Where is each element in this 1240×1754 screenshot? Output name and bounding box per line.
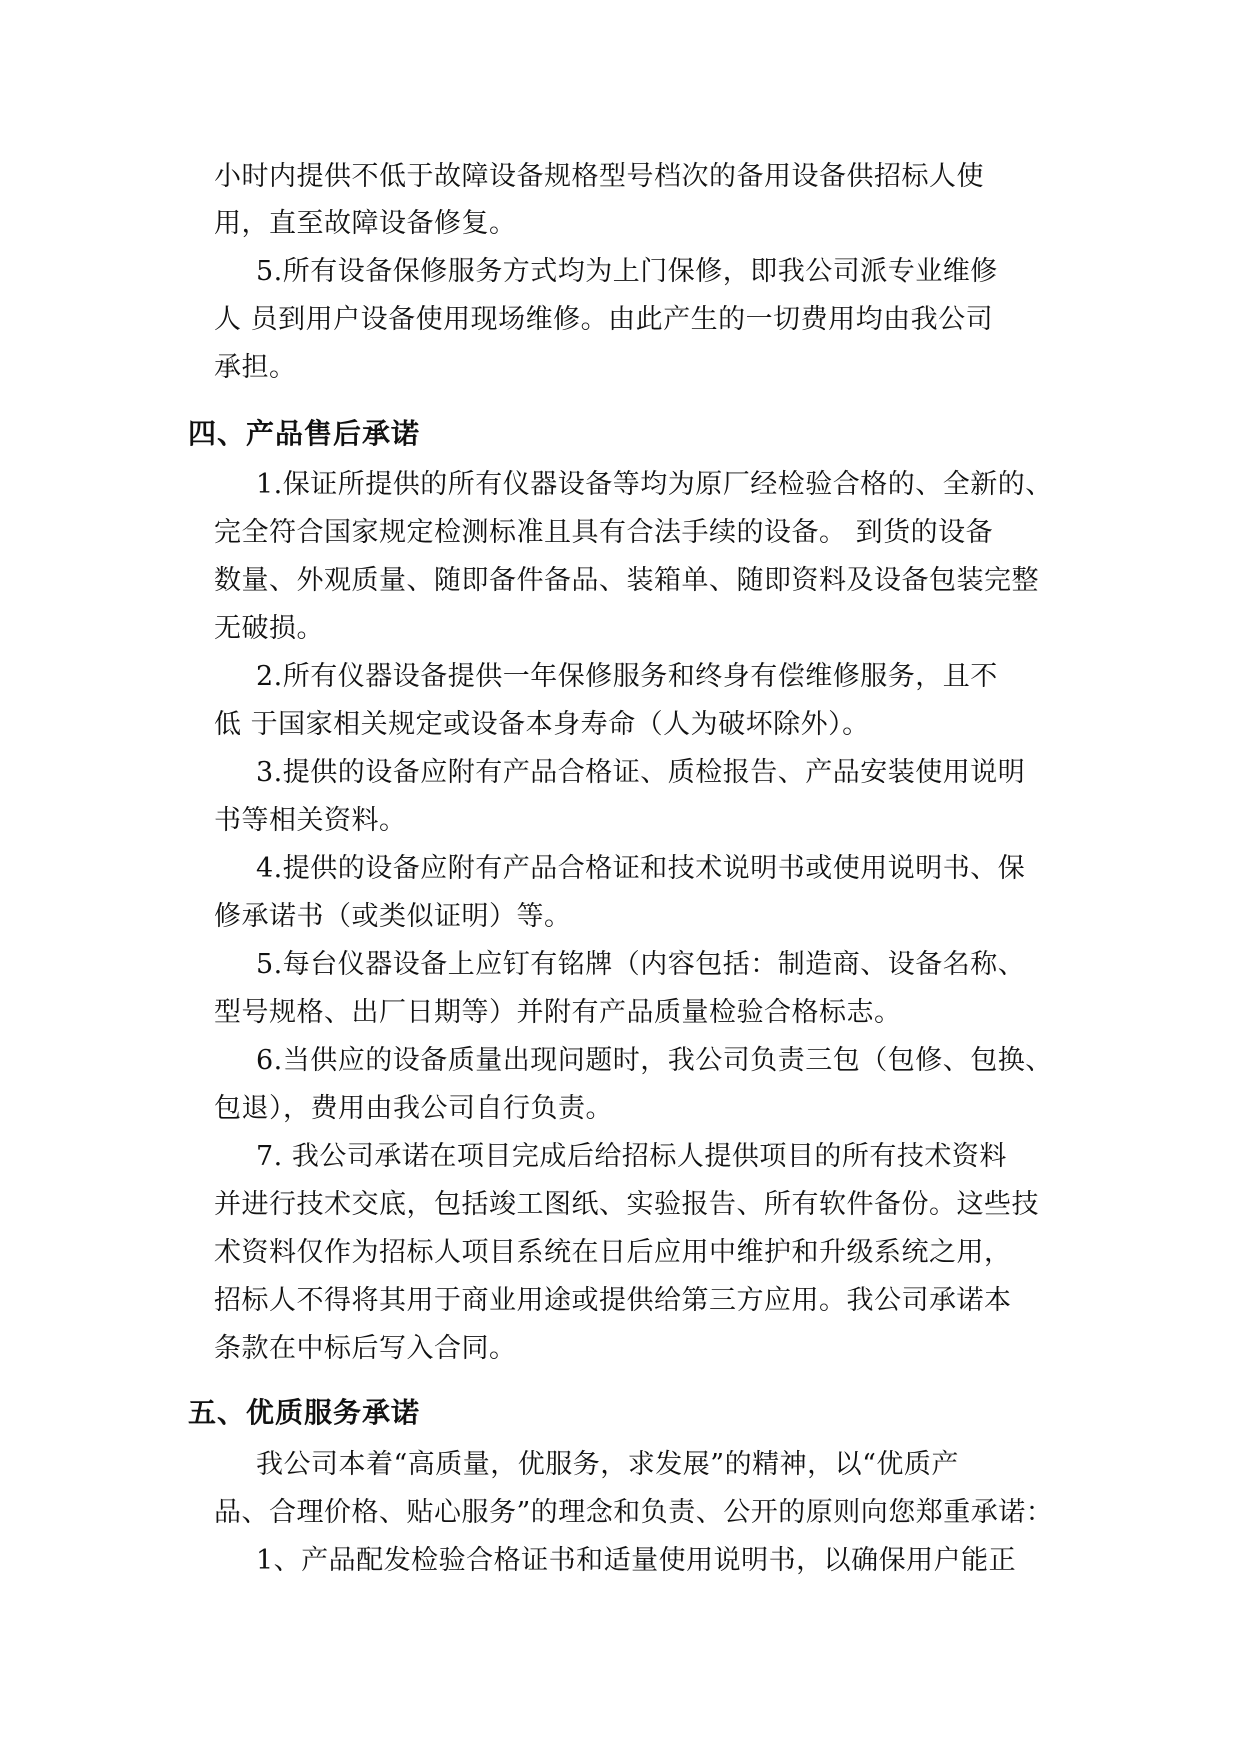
paragraph-line: 1、产品配发检验合格证书和适量使用说明书，以确保用户能正 <box>256 1545 1017 1576</box>
paragraph-line: 招标人不得将其用于商业用途或提供给第三方应用。我公司承诺本 <box>214 1285 1012 1316</box>
paragraph-line: 3.提供的设备应附有产品合格证、质检报告、产品安装使用说明 <box>256 757 1026 788</box>
paragraph-line: 书等相关资料。 <box>214 805 407 836</box>
paragraph-line: 承担。 <box>214 352 297 383</box>
section-heading-4: 四、产品售后承诺 <box>188 417 421 450</box>
paragraph-line: 7. 我公司承诺在项目完成后给招标人提供项目的所有技术资料 <box>256 1141 1007 1172</box>
paragraph-line: 并进行技术交底，包括竣工图纸、实验报告、所有软件备份。这些技 <box>214 1189 1039 1220</box>
paragraph-line: 2.所有仪器设备提供一年保修服务和终身有偿维修服务，且不 <box>256 661 998 692</box>
paragraph-line: 数量、外观质量、随即备件备品、装箱单、随即资料及设备包装完整 <box>214 565 1039 596</box>
paragraph-line: 用，直至故障设备修复。 <box>214 208 517 239</box>
paragraph-line: 条款在中标后写入合同。 <box>214 1333 517 1364</box>
paragraph-line: 人 员到用户设备使用现场维修。由此产生的一切费用均由我公司 <box>214 304 994 335</box>
paragraph-line: 5.每台仪器设备上应钉有铭牌（内容包括：制造商、设备名称、 <box>256 949 1026 980</box>
paragraph-line: 包退），费用由我公司自行负责。 <box>214 1093 613 1124</box>
paragraph-line: 小时内提供不低于故障设备规格型号档次的备用设备供招标人使 <box>214 161 984 192</box>
paragraph-line: 5.所有设备保修服务方式均为上门保修，即我公司派专业维修 <box>256 256 998 287</box>
paragraph-line: 6.当供应的设备质量出现问题时，我公司负责三包（包修、包换、 <box>256 1045 1053 1076</box>
paragraph-line: 低 于国家相关规定或设备本身寿命（人为破坏除外）。 <box>214 709 870 740</box>
paragraph-line: 品、合理价格、贴心服务”的理念和负责、公开的原则向您郑重承诺： <box>214 1497 1054 1528</box>
paragraph-line: 术资料仅作为招标人项目系统在日后应用中维护和升级系统之用， <box>214 1237 1012 1268</box>
paragraph-line: 无破损。 <box>214 613 324 644</box>
paragraph-line: 型号规格、出厂日期等）并附有产品质量检验合格标志。 <box>214 997 902 1028</box>
paragraph-line: 1.保证所提供的所有仪器设备等均为原厂经检验合格的、全新的、 <box>256 469 1053 500</box>
section-heading-5: 五、优质服务承诺 <box>188 1396 421 1429</box>
paragraph-line: 4.提供的设备应附有产品合格证和技术说明书或使用说明书、保 <box>256 853 1026 884</box>
paragraph-line: 我公司本着“高质量，优服务，求发展”的精神，以“优质产 <box>256 1449 959 1480</box>
paragraph-line: 完全符合国家规定检测标准且具有合法手续的设备。 到货的设备 <box>214 517 994 548</box>
paragraph-line: 修承诺书（或类似证明）等。 <box>214 901 572 932</box>
